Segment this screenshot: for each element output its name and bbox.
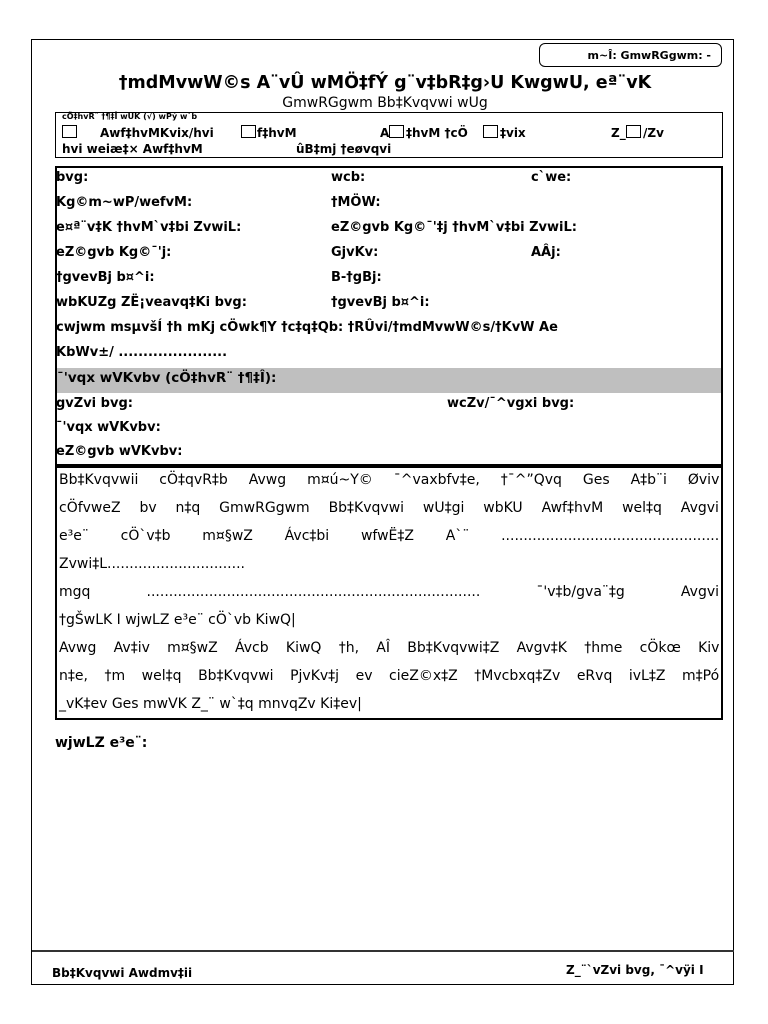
consent-line: †gŠwLK I wjwLZ e³e¨ cÖ`vb KiwQ| (59, 612, 296, 628)
complaint-sender-prefix: A (380, 126, 390, 140)
training-field[interactable]: cwjwm msµvšÍ †h mKj cÖwk¶Y †c‡q‡Qb: †RÛvi/†mdMvwW©s/†KvW Ae (56, 320, 558, 335)
consent-line: mgq ........................................................................... ¯'v‡b/gva¨‡g Avgvi (59, 584, 720, 600)
name-field[interactable]: bvg: (56, 170, 89, 185)
info-provider-suffix: /Zv (643, 126, 664, 140)
current-workplace-field[interactable]: eZ©gvb Kg©¯'j: (56, 245, 172, 260)
consent-line: _vK‡ev Ges mwVK Z_¨ w`‡q mnvqZv Ki‡ev| (59, 696, 362, 712)
consent-line: Zvwi‡L............................... (59, 556, 245, 572)
application-type-note: cÖ‡hvR¨ †¶‡Î wUK (√) wPý w`b (62, 112, 198, 121)
complaint-label: f‡hvM (257, 126, 297, 140)
joining-date-field[interactable]: e¤ª¨v‡K †hvM`v‡bi ZvwiL: (56, 220, 242, 235)
complaint-sender-checkbox-2[interactable] (483, 125, 498, 138)
page-title: †mdMvwW©s A¨vÛ wMÖ‡fÝ g¨v‡bR‡g›U KwgwU, eª¨vK (118, 73, 652, 93)
grade-field[interactable]: †MÖW: (331, 195, 381, 210)
consent-line: e³e¨ cÖ`v‡b m¤§wZ Ávc‡bi wfwË‡Z A`¨ ................................................. (59, 528, 720, 544)
complaint-sender-label: ‡hvM †cÖ (406, 126, 468, 140)
complaint-sender-checkbox[interactable] (389, 125, 404, 138)
consent-line: Avwg Av‡iv m¤§wZ Ávcb KiwQ †h, AÎ Bb‡Kvqvwi‡Z Avgv‡K †hme cÖkœ Kiv (59, 640, 720, 656)
designation-field[interactable]: c`we: (531, 170, 572, 185)
form-number-box (539, 43, 722, 67)
present-address-field[interactable]: eZ©gvb wVKvbv: (56, 444, 183, 459)
info-provider-checkbox[interactable] (626, 125, 641, 138)
informant-signature-label: Z_¨`vZvi bvg, ¯^vÿi I (566, 963, 704, 977)
consent-line: cÖfvweZ bv n‡q GmwRGgwm Bb‡Kvqvwi wU‡gi wbKU Awf‡hvM wel‡q Avgvi (59, 500, 719, 516)
mobile-field[interactable]: †gvevBj b¤^i: (56, 270, 155, 285)
complaint-checkbox[interactable] (241, 125, 256, 138)
page-subtitle: GmwRGgwm Bb‡Kvqvwi wUg (282, 95, 488, 111)
email-field[interactable]: B-†gBj: (331, 270, 382, 285)
complainant-checkbox[interactable] (62, 125, 77, 138)
supervisor-name-field[interactable]: wbKUZg ZË¡veavq‡Ki bvg: (56, 295, 247, 310)
info-provider-prefix: Z_ (611, 126, 626, 140)
complaint-sender-suffix: ‡vix (500, 126, 526, 140)
area-field[interactable]: GjvKv: (331, 245, 379, 260)
permanent-address-field[interactable]: ¯'vqx wVKvbv: (56, 420, 161, 435)
program-field[interactable]: Kg©m~wP/wefvM: (56, 195, 193, 210)
written-statement-label: wjwLZ e³e¨: (55, 735, 148, 751)
form-number: m~Î: GmwRGgwm: - (587, 49, 711, 62)
accused-label: hvi weiæ‡× Awf‡hvM (62, 142, 203, 156)
mother-name-field[interactable]: gvZvi bvg: (56, 396, 133, 411)
supervisor-mobile-field[interactable]: †gvevBj b¤^i: (331, 295, 430, 310)
consent-line: n‡e, †m wel‡q Bb‡Kvqvwi PjvKv‡j ev cieZ©x‡Z †Mvcbxq‡Zv eRvq ivL‡Z m‡Pó (59, 668, 720, 684)
training-field-continued[interactable]: KbWv±/ ...................... (56, 345, 228, 360)
region-field[interactable]: AÂj: (531, 245, 561, 260)
whistleblower-label: ûB‡mj †eøvqvi (296, 142, 392, 156)
consent-line: Bb‡Kvqvwii cÖ‡qvR‡b Avwg m¤ú~Y© ¯^vaxbfv‡e, †¯^”Qvq Ges A‡b¨i Øviv (59, 472, 720, 488)
inquiry-officer-signature-label: Bb‡Kvqvwi Awdmv‡ii (52, 966, 193, 980)
footer-divider (32, 950, 734, 952)
consent-statement-box (55, 466, 723, 720)
pin-field[interactable]: wcb: (331, 170, 366, 185)
current-joining-date-field[interactable]: eZ©gvb Kg©¯'‡j †hvM`v‡bi ZvwiL: (331, 220, 577, 235)
section-title: ¯'vqx wVKvbv (cÖ‡hvR¨ †¶‡Î): (57, 370, 277, 386)
complainant-label: Awf‡hvMKvix/hvi (100, 126, 214, 140)
father-spouse-name-field[interactable]: wcZv/¯^vgxi bvg: (447, 396, 575, 411)
